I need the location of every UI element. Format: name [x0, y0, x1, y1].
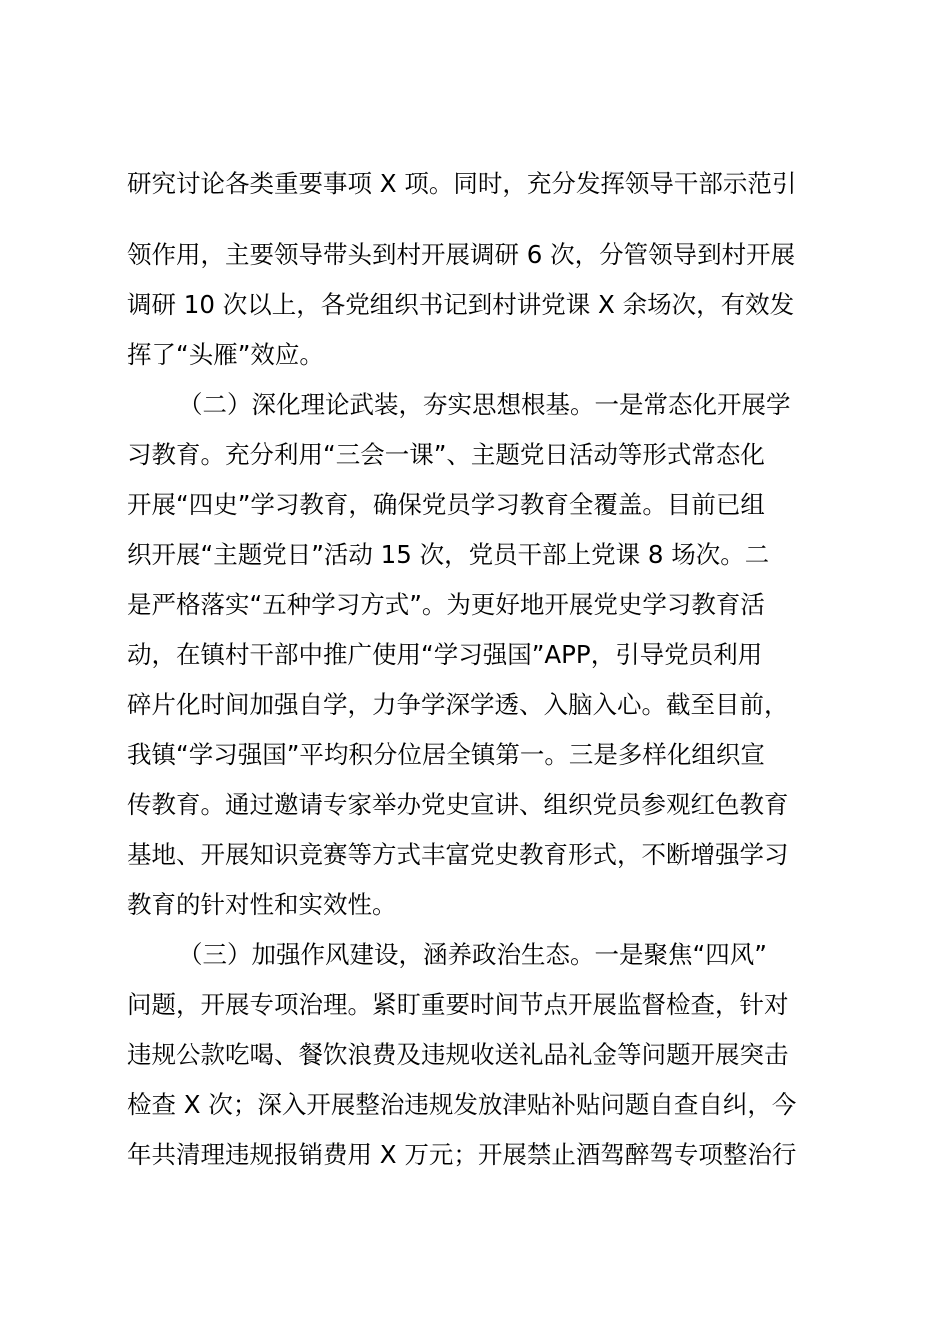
- text-line: 问题，开展专项治理。紧盯重要时间节点开展监督检查，针对: [127, 990, 789, 1019]
- section-heading-line: （二）深化理论武装，夯实思想根基。一是常态化开展学: [178, 390, 791, 419]
- text-line: 开展“四史”学习教育，确保党员学习教育全覆盖。目前已组: [127, 490, 765, 519]
- text-line: 习教育。充分利用“三会一课”、主题党日活动等形式常态化: [127, 440, 765, 469]
- text-line: 织开展“主题党日”活动 15 次，党员干部上党课 8 场次。二: [127, 540, 770, 569]
- text-line: 年共清理违规报销费用 X 万元；开展禁止酒驾醉驾专项整治行: [127, 1140, 797, 1169]
- text-line: 基地、开展知识竞赛等方式丰富党史教育形式，不断增强学习: [127, 840, 789, 869]
- text-line: 教育的针对性和实效性。: [127, 890, 397, 919]
- text-line: 碎片化时间加强自学，力争学深学透、入脑入心。截至目前，: [127, 690, 789, 719]
- text-line: 是严格落实“五种学习方式”。为更好地开展党史学习教育活: [127, 590, 765, 619]
- text-line: 动，在镇村干部中推广使用“学习强国”APP，引导党员利用: [127, 640, 763, 669]
- text-line: 挥了“头雁”效应。: [127, 340, 324, 369]
- text-line: 违规公款吃喝、餐饮浪费及违规收送礼品礼金等问题开展突击: [127, 1040, 789, 1069]
- text-line: 领作用，主要领导带头到村开展调研 6 次，分管领导到村开展: [127, 240, 796, 269]
- text-line: 调研 10 次以上，各党组织书记到村讲党课 X 余场次，有效发: [127, 290, 795, 319]
- section-heading-line: （三）加强作风建设，涵养政治生态。一是聚焦“四风”: [178, 940, 767, 969]
- text-line: 我镇“学习强国”平均积分位居全镇第一。三是多样化组织宣: [127, 740, 765, 769]
- text-line: 研究讨论各类重要事项 X 项。同时，充分发挥领导干部示范引: [127, 169, 797, 198]
- text-line: 传教育。通过邀请专家举办党史宣讲、组织党员参观红色教育: [127, 790, 789, 819]
- text-line: 检查 X 次；深入开展整治违规发放津贴补贴问题自查自纠，今: [127, 1090, 797, 1119]
